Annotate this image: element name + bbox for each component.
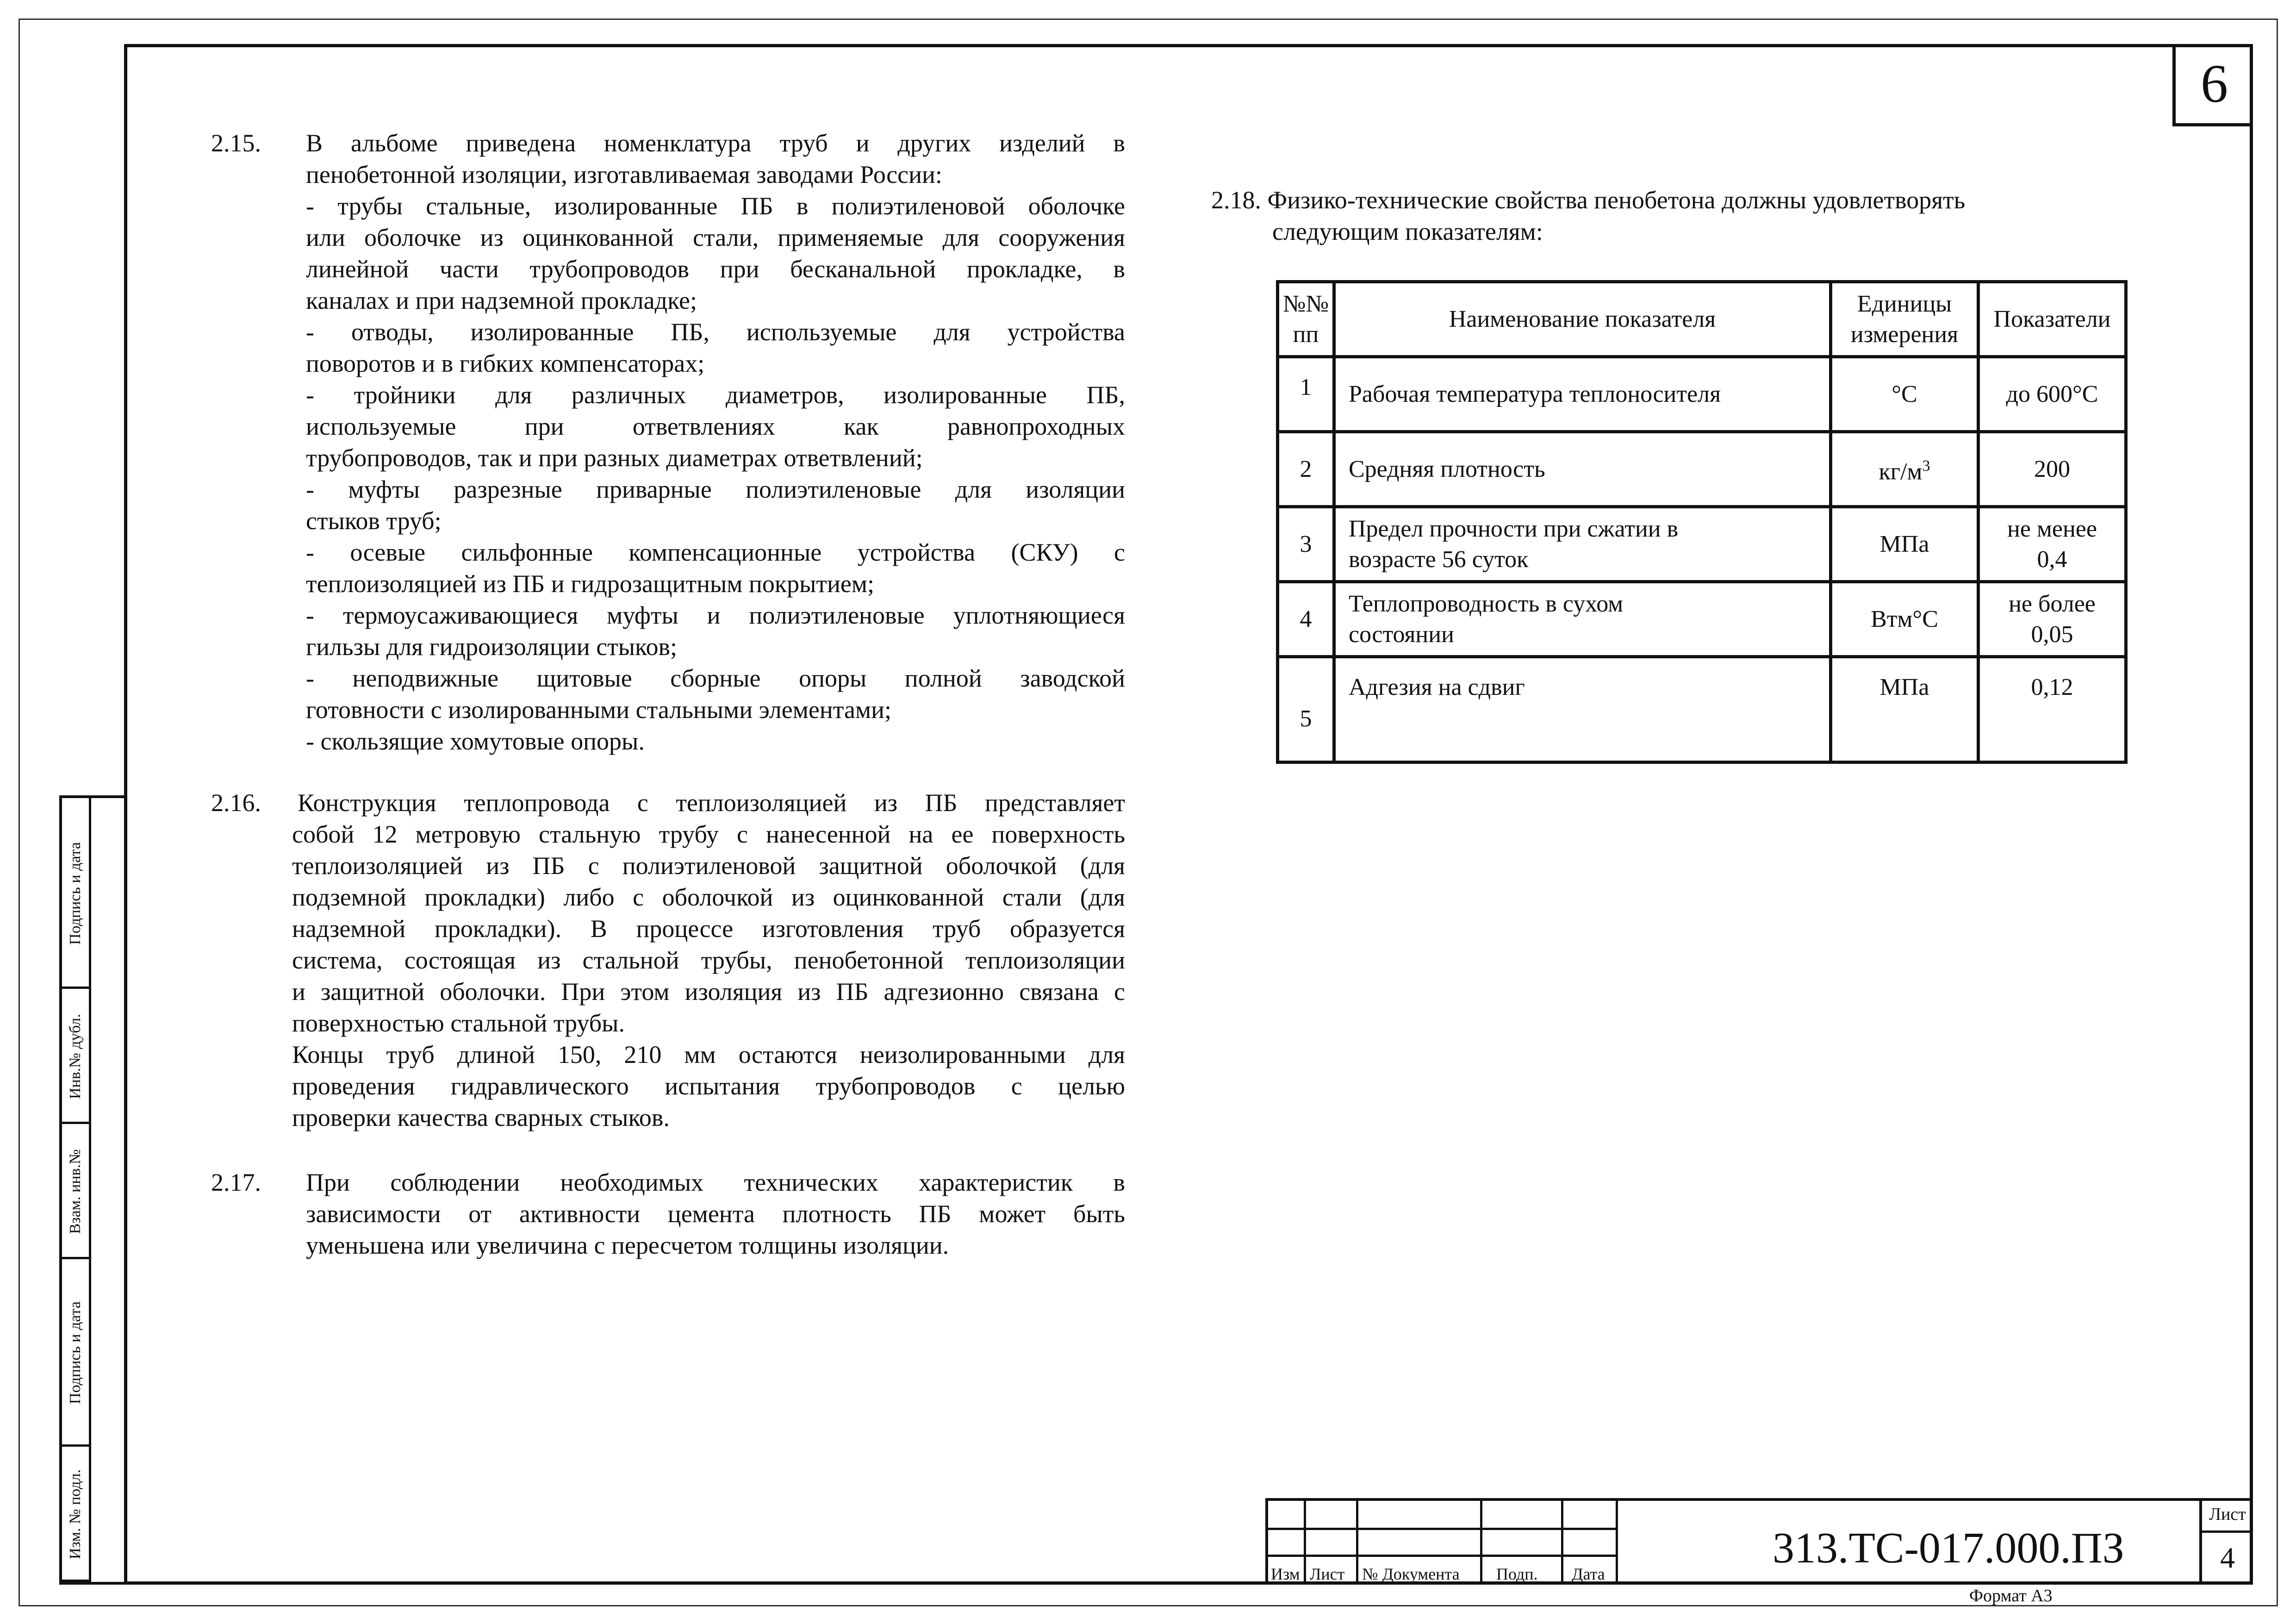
- col-label-list: Лист: [1310, 1565, 1345, 1583]
- sheet-box: [2199, 1498, 2253, 1585]
- format-label: Формат А3: [1969, 1586, 2053, 1605]
- section-text: [306, 127, 1125, 757]
- row-value-line: до 600°С: [2006, 381, 2098, 407]
- unit-text: Втм°С: [1871, 606, 1938, 632]
- document-code: 313.ТС-017.000.ПЗ: [1773, 1524, 2124, 1572]
- col-label-doc: № Документа: [1362, 1565, 1460, 1583]
- text-line: Концы труб длиной 150, 210 мм остаются неизолированными для: [292, 1041, 1125, 1068]
- table-row: [1278, 657, 2126, 762]
- row-name-line: Рабочая температура теплоносителя: [1349, 381, 1721, 407]
- section-number: 2.17.: [211, 1168, 261, 1196]
- text-line: При соблюдении необходимых технических характеристик в: [306, 1168, 1125, 1196]
- text-line: поворотов и в гибких компенсаторах;: [306, 350, 705, 377]
- text-line: надземной прокладки). В процессе изготовления труб образуется: [292, 915, 1125, 943]
- text-line: трубопроводов, так и при разных диаметрах ответвлений;: [306, 444, 923, 472]
- side-stamp-cell: [62, 1259, 89, 1447]
- side-stamp-cell: [62, 1447, 89, 1582]
- header-value: Показатели: [1979, 282, 2126, 357]
- row-unit: [1831, 507, 1979, 582]
- side-stamp-divider: [89, 798, 91, 1582]
- text-line: используемые при ответвлениях как равнопроходных: [306, 412, 1125, 440]
- table-row: [1278, 507, 2126, 582]
- side-stamp-label: Подпись и дата: [67, 1301, 84, 1404]
- header-unit: [1831, 282, 1979, 357]
- text-line: поверхностью стальной трубы.: [292, 1009, 625, 1037]
- title-block-col: [1306, 1501, 1358, 1585]
- row-name-line: Теплопроводность в сухом: [1349, 590, 1624, 617]
- section-number: 2.15.: [211, 129, 261, 157]
- text-line: В альбоме приведена номенклатура труб и других изделий в: [306, 129, 1125, 157]
- header-unit-line: Единицы: [1857, 290, 1952, 317]
- side-stamp-cell: [62, 798, 89, 989]
- row-name: [1334, 657, 1831, 762]
- title-block-col: [1563, 1501, 1618, 1585]
- side-stamp-label: Подпись и дата: [67, 842, 84, 945]
- row-name: [1334, 432, 1831, 507]
- row-unit: [1831, 432, 1979, 507]
- row-value-line: не более: [2009, 590, 2096, 617]
- table-row: [1278, 432, 2126, 507]
- side-stamp-label: Изм. № подл.: [67, 1469, 84, 1559]
- row-value-line: не менее: [2007, 515, 2097, 542]
- text-line: теплоизоляцией из ПБ и гидрозащитным покрытием;: [306, 570, 874, 598]
- side-stamp-label: Инв.№ дубл.: [67, 1013, 84, 1099]
- text-line: стыков труб;: [306, 507, 442, 535]
- table-row: [1278, 582, 2126, 657]
- header-name: Наименование показателя: [1334, 282, 1831, 357]
- title-block-col: [1482, 1501, 1563, 1585]
- section-2-18-line1: 2.18. Физико-технические свойства пенобетона должны удовлетворять: [1211, 186, 1966, 214]
- row-num: 1: [1278, 357, 1334, 432]
- row-name-line: Средняя плотность: [1349, 456, 1545, 482]
- text-line: система, состоящая из стальной трубы, пенобетонной теплоизоляции: [292, 946, 1125, 974]
- side-stamp-cell: [62, 989, 89, 1124]
- text-line: каналах и при надземной прокладке;: [306, 287, 697, 314]
- section-text: [292, 787, 1125, 1133]
- text-line: - неподвижные щитовые сборные опоры полной заводской: [306, 664, 1125, 692]
- row-name-line: возрасте 56 суток: [1349, 546, 1529, 573]
- row-unit: [1831, 357, 1979, 432]
- side-stamp: [59, 795, 127, 1585]
- text-line: линейной части трубопроводов при бесканальной прокладке, в: [306, 255, 1125, 283]
- text-line: гильзы для гидроизоляции стыков;: [306, 633, 678, 661]
- text-line: теплоизоляцией из ПБ с полиэтиленовой защитной оболочкой (для: [292, 852, 1125, 880]
- text-line: Конструкция теплопровода с теплоизоляцией из ПБ представляет: [298, 789, 1125, 817]
- col-label-sign: Подп.: [1496, 1565, 1538, 1583]
- text-line: - отводы, изолированные ПБ, используемые для устройства: [306, 318, 1125, 346]
- row-value-line: 200: [2034, 456, 2070, 482]
- text-line: готовности с изолированными стальными элементами;: [306, 696, 892, 724]
- text-line: собой 12 метровую стальную трубу с нанесенной на ее поверхность: [292, 820, 1125, 848]
- row-unit: [1831, 657, 1979, 762]
- row-num: 5: [1278, 657, 1334, 762]
- text-line: - трубы стальные, изолированные ПБ в полиэтиленовой оболочке: [306, 192, 1125, 220]
- text-line: проведения гидравлического испытания трубопроводов с целью: [292, 1072, 1125, 1100]
- corner-sheet-number: 6: [2172, 44, 2253, 126]
- text-line: - муфты разрезные приварные полиэтиленовые для изоляции: [306, 475, 1125, 503]
- text-line: - тройники для различных диаметров, изолированные ПБ,: [306, 381, 1125, 409]
- row-name: [1334, 582, 1831, 657]
- text-line: проверки качества сварных стыков.: [292, 1104, 670, 1131]
- row-value: [1979, 507, 2126, 582]
- text-line: подземной прокладки) либо с оболочкой из оцинкованной стали (для: [292, 883, 1125, 911]
- side-stamp-label: Взам. инв.№: [67, 1149, 84, 1234]
- section-number: 2.16.: [211, 789, 261, 817]
- header-num-line: №№: [1282, 290, 1329, 317]
- text-line: - термоусаживающиеся муфты и полиэтиленовые уплотняющиеся: [306, 601, 1125, 629]
- row-value: [1979, 432, 2126, 507]
- row-num: 2: [1278, 432, 1334, 507]
- section-2-18-line2: следующим показателям:: [1272, 218, 1543, 245]
- text-line: и защитной оболочки. При этом изоляция из ПБ адгезионно связана с: [292, 978, 1125, 1006]
- title-block-col: [1268, 1501, 1306, 1585]
- text-line: или оболочке из оцинкованной стали, применяемые для сооружения: [306, 224, 1125, 251]
- col-label-date: Дата: [1572, 1565, 1605, 1583]
- sheet-number: 4: [2220, 1541, 2235, 1574]
- unit-text: МПа: [1879, 674, 1929, 700]
- unit-text: °С: [1892, 381, 1917, 407]
- row-unit: [1831, 582, 1979, 657]
- properties-table: [1276, 280, 2128, 764]
- row-value: [1979, 582, 2126, 657]
- row-name-line: состоянии: [1349, 621, 1454, 648]
- row-value-line: 0,05: [2031, 621, 2073, 648]
- row-name: [1334, 507, 1831, 582]
- text-line: зависимости от активности цемента плотность ПБ может быть: [306, 1200, 1125, 1228]
- col-label-izm: Изм: [1271, 1565, 1300, 1583]
- unit-superscript: 3: [1922, 457, 1930, 475]
- text-line: пенобетонной изоляции, изготавливаемая заводами России:: [306, 161, 942, 188]
- row-num: 4: [1278, 582, 1334, 657]
- sheet-label: Лист: [2202, 1498, 2253, 1533]
- section-text: [306, 1167, 1125, 1261]
- table-row: [1278, 357, 2126, 432]
- table-header-row: [1278, 282, 2126, 357]
- row-value-line: 0,4: [2037, 546, 2067, 573]
- text-line: - скользящие хомутовые опоры.: [306, 727, 645, 755]
- row-value-line: 0,12: [2031, 674, 2073, 700]
- header-num-line: пп: [1293, 321, 1319, 348]
- row-name-line: Адгезия на сдвиг: [1349, 674, 1525, 700]
- header-unit-line: измерения: [1850, 321, 1959, 348]
- header-num: [1278, 282, 1334, 357]
- row-name-line: Предел прочности при сжатии в: [1349, 515, 1679, 542]
- section-2-18: [1211, 184, 2137, 247]
- row-value: [1979, 357, 2126, 432]
- row-value: [1979, 657, 2126, 762]
- unit-text: кг/м: [1879, 458, 1923, 485]
- side-stamp-cell: [62, 1124, 89, 1259]
- row-num: 3: [1278, 507, 1334, 582]
- text-line: - осевые сильфонные компенсационные устройства (СКУ) с: [306, 538, 1125, 566]
- title-block-col: [1358, 1501, 1482, 1585]
- text-line: уменьшена или увеличина с пересчетом толщины изоляции.: [306, 1231, 949, 1259]
- unit-text: МПа: [1879, 531, 1929, 557]
- row-name: [1334, 357, 1831, 432]
